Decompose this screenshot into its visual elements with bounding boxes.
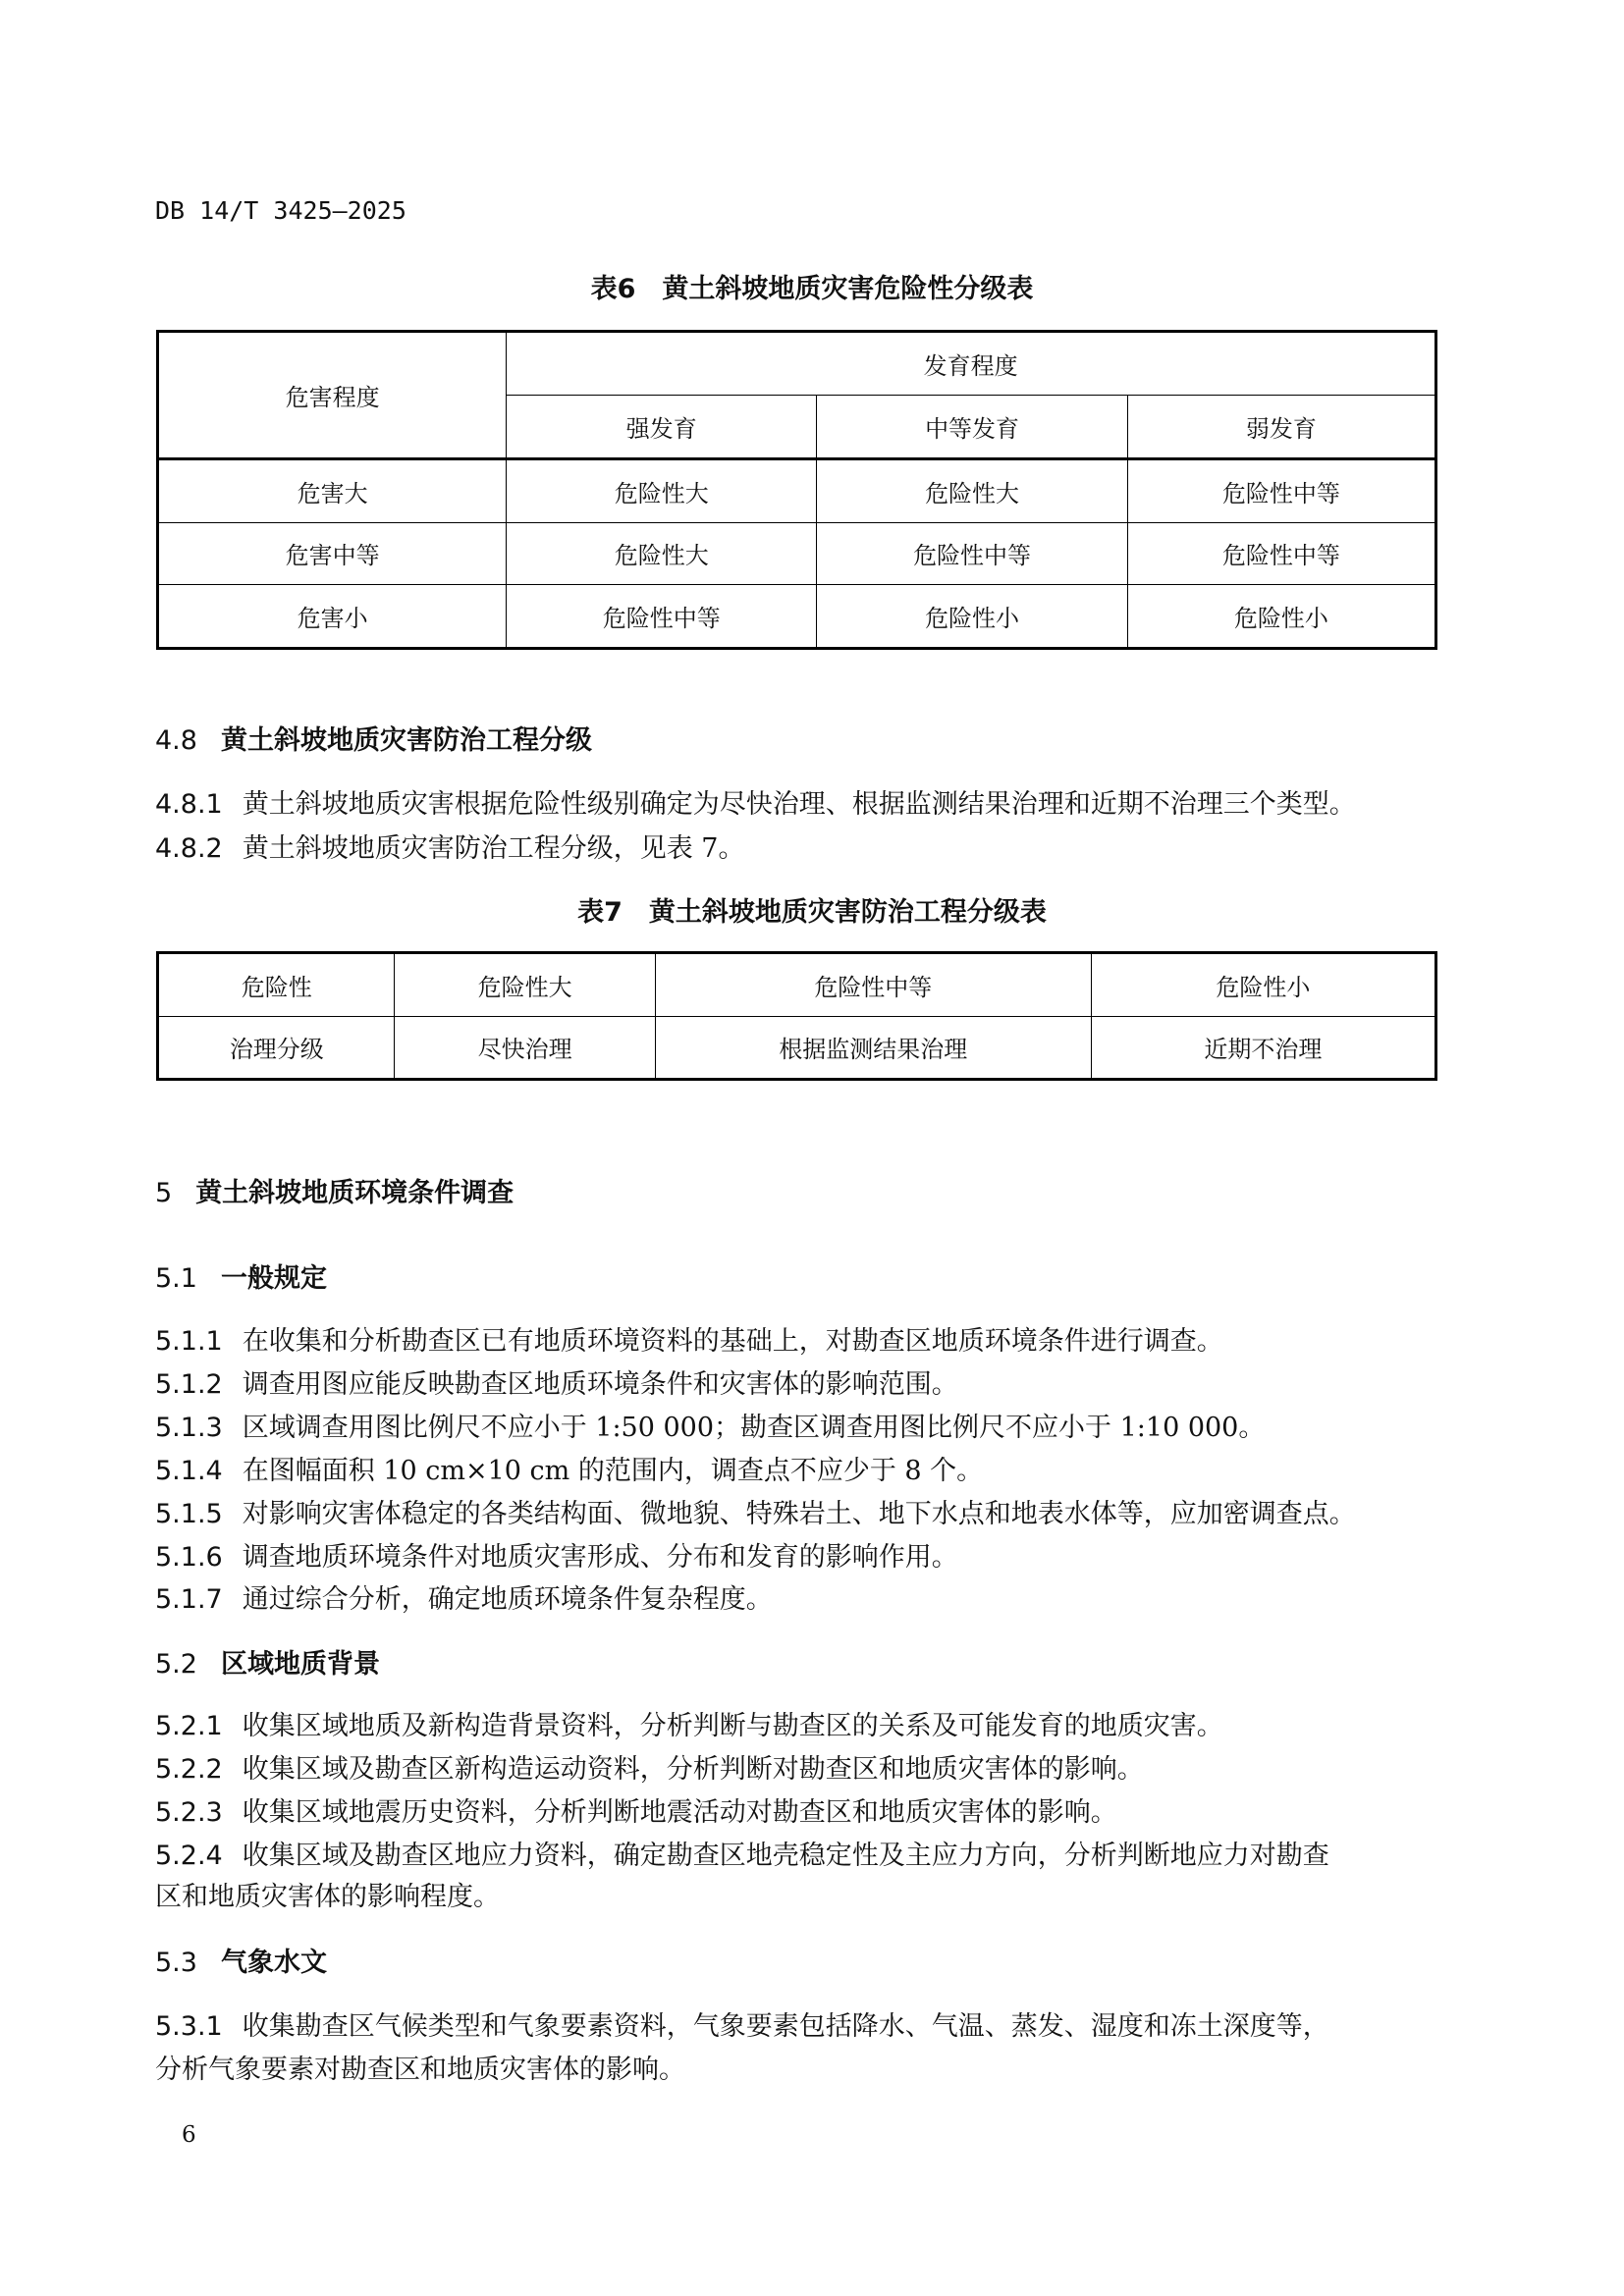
- clause: 5.1.5 对影响灾害体稳定的各类结构面、微地貌、特殊岩土、地下水点和地表水体等，应加密调查点。: [155, 1499, 1356, 1529]
- table-cell: 危险性大: [395, 953, 655, 1017]
- table-cell: 危害大: [158, 458, 507, 522]
- table6-caption: 表6 黄土斜坡地质灾害危险性分级表: [590, 274, 1034, 304]
- clause: 5.1.7 通过综合分析，确定地质环境条件复杂程度。: [155, 1584, 773, 1615]
- table-cell: 危险性中等: [817, 522, 1127, 584]
- table-cell: 危险性小: [1091, 953, 1435, 1017]
- section-heading: 5.2 区域地质背景: [155, 1649, 380, 1680]
- table6-group-header: 发育程度: [507, 332, 1436, 396]
- table-row: [158, 953, 1436, 1017]
- table6: [156, 330, 1437, 650]
- table-cell: 根据监测结果治理: [655, 1016, 1091, 1080]
- section-heading: 4.8 黄土斜坡地质灾害防治工程分级: [155, 725, 592, 756]
- clause: 5.2.1 收集区域地质及新构造背景资料，分析判断与勘查区的关系及可能发育的地质灾害。: [155, 1711, 1223, 1741]
- table-row: [158, 458, 1436, 522]
- chapter-heading: 5 黄土斜坡地质环境条件调查: [155, 1178, 514, 1208]
- clause: 5.1.6 调查地质环境条件对地质灾害形成、分布和发育的影响作用。: [155, 1542, 958, 1573]
- table-cell: 危险性大: [817, 458, 1127, 522]
- table-cell: 危险性小: [817, 585, 1127, 649]
- section-heading: 5.1 一般规定: [155, 1263, 327, 1294]
- clause: 5.3.1 收集勘查区气候类型和气象要素资料，气象要素包括降水、气温、蒸发、湿度和冻土深度等，: [155, 2011, 1329, 2042]
- table6-col-header: 强发育: [507, 395, 817, 458]
- page-number: 6: [182, 2122, 196, 2148]
- table-row: [158, 1016, 1436, 1080]
- table-cell: 危险性中等: [655, 953, 1091, 1017]
- table6-col-header: 弱发育: [1127, 395, 1435, 458]
- clause: 5.2.2 收集区域及勘查区新构造运动资料，分析判断对勘查区和地质灾害体的影响。: [155, 1754, 1144, 1785]
- clause-continuation: 分析气象要素对勘查区和地质灾害体的影响。: [155, 2055, 685, 2085]
- clause: 4.8.2 黄土斜坡地质灾害防治工程分级，见表 7。: [155, 833, 745, 864]
- document-code: DB 14/T 3425—2025: [155, 196, 406, 225]
- table-cell: 危害小: [158, 585, 507, 649]
- table-cell: 近期不治理: [1091, 1016, 1435, 1080]
- clause-continuation: 区和地质灾害体的影响程度。: [155, 1882, 500, 1912]
- table7-caption: 表7 黄土斜坡地质灾害防治工程分级表: [577, 897, 1047, 928]
- clause: 5.1.1 在收集和分析勘查区已有地质环境资料的基础上，对勘查区地质环境条件进行调查。: [155, 1326, 1223, 1357]
- table-row: [158, 585, 1436, 649]
- table6-col-header: 中等发育: [817, 395, 1127, 458]
- clause: 5.1.2 调查用图应能反映勘查区地质环境条件和灾害体的影响范围。: [155, 1369, 958, 1400]
- section-heading: 5.3 气象水文: [155, 1948, 327, 1978]
- table-cell: 治理分级: [158, 1016, 395, 1080]
- clause: 5.1.3 区域调查用图比例尺不应小于 1:50 000；勘查区调查用图比例尺不应小于 1:10 000。: [155, 1413, 1266, 1443]
- clause: 4.8.1 黄土斜坡地质灾害根据危险性级别确定为尽快治理、根据监测结果治理和近期不治理三个类型。: [155, 789, 1356, 820]
- table-cell: 尽快治理: [395, 1016, 655, 1080]
- table-cell: 危险性中等: [1127, 522, 1435, 584]
- table-cell: 危险性大: [507, 458, 817, 522]
- table-row: [158, 522, 1436, 584]
- clause: 5.1.4 在图幅面积 10 cm×10 cm 的范围内，调查点不应少于 8 个。: [155, 1456, 984, 1486]
- table6-corner: 危害程度: [158, 332, 507, 459]
- table-cell: 危险性中等: [507, 585, 817, 649]
- table-cell: 危害中等: [158, 522, 507, 584]
- table-cell: 危险性大: [507, 522, 817, 584]
- table-cell: 危险性: [158, 953, 395, 1017]
- table-cell: 危险性小: [1127, 585, 1435, 649]
- table-cell: 危险性中等: [1127, 458, 1435, 522]
- clause: 5.2.4 收集区域及勘查区地应力资料，确定勘查区地壳稳定性及主应力方向，分析判断地应力对勘查: [155, 1841, 1329, 1871]
- table7: [156, 951, 1437, 1081]
- clause: 5.2.3 收集区域地震历史资料，分析判断地震活动对勘查区和地质灾害体的影响。: [155, 1797, 1117, 1828]
